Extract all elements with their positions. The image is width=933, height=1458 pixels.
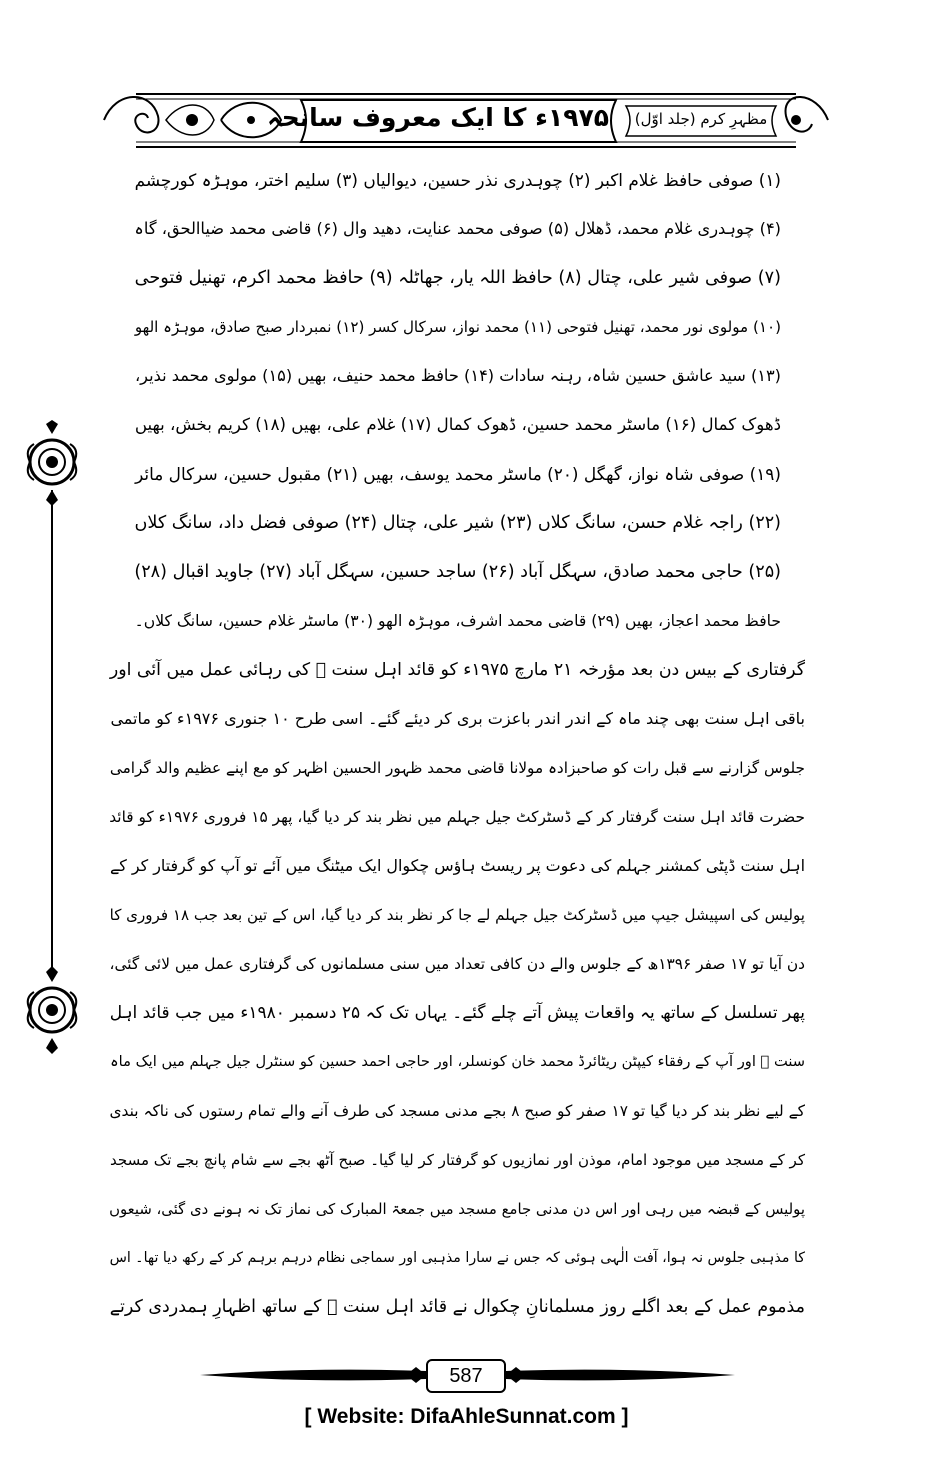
paragraph-line: کا مذہبی جلوس نہ ہوا، آفت الٰہی ہوئی کہ جس نے سارا مذہبی اور سماجی نظام درہم برہم کر کے رکھ دیا تھا۔ اس	[109, 1250, 805, 1266]
paragraph-line: پولیس کے قبضہ میں رہی اور اس دن مدنی جامع مسجد میں جمعۃ المبارک کی نماز تک نہ ہونے دی گئی، شیعوں	[109, 1200, 805, 1218]
paragraph-line: حضرت قائد اہل سنت گرفتار کر کے ڈسٹرکٹ جیل جہلم میں نظر بند کر دیا گیا، پھر ۱۵ فروری ۱۹۷۶ء کو قائد	[109, 808, 805, 826]
list-line: (۷) صوفی شیر علی، چتال (۸) حافظ اللہ یار، جھاٹلہ (۹) حافظ محمد اکرم، تھنیل فتوحی	[134, 268, 781, 288]
paragraph-line: دن آیا تو ۱۷ صفر ۱۳۹۶ھ کے جلوس والے دن کافی تعداد میں سنی مسلمانوں کی گرفتاری عمل میں لائی گئی،	[109, 955, 805, 973]
list-line: (۱۰) مولوی نور محمد، تھنیل فتوحی (۱۱) محمد نواز، سرکال کسر (۱۲) نمبردار صبح صادق، موہڑہ الھو	[134, 318, 781, 336]
page-number: 587	[426, 1359, 506, 1393]
paragraph-line: مذموم عمل کے بعد اگلے روز مسلمانانِ چکوال نے قائد اہل سنت ﷫ کے ساتھ اظہارِ ہمدردی کرتے	[109, 1297, 805, 1317]
paragraph-line: باقی اہل سنت بھی چند ماہ کے اندر اندر باعزت بری کر دیئے گئے۔ اسی طرح ۱۰ جنوری ۱۹۷۶ء کو ماتمی	[110, 709, 805, 728]
paragraph-line: کر کے مسجد میں موجود امام، موذن اور نمازیوں کو گرفتار کر لیا گیا۔ صبح آٹھ بجے سے شام پانچ بجے تک مسجد	[110, 1151, 805, 1169]
paragraph-line: کے لیے نظر بند کر دیا گیا تو ۱۷ صفر کو صبح ۸ بجے مدنی مسجد کی طرف آنے والے تمام رستوں کی ناکہ بندی	[109, 1102, 805, 1120]
paragraph-line: جلوس گزارنے سے قبل رات کو صاحبزادہ مولانا قاضی محمد ظہور الحسین اظہر کو مع اپنے عظیم والد گرامی	[109, 759, 805, 777]
list-line: حافظ محمد اعجاز، بھیں (۲۹) قاضی محمد اشرف، موہڑہ الھو (۳۰) ماسٹر غلام حسین، سانگ کلاں۔	[134, 612, 781, 630]
list-line: (۴) چوہدری غلام محمد، ڈھلال (۵) صوفی محمد عنایت، دھید وال (۶) قاضی محمد ضیاالحق، گاہ	[134, 219, 781, 238]
paragraph-line: پولیس کی اسپیشل جیپ میں ڈسٹرکٹ جیل جہلم لے جا کر نظر بند کر دیا گیا، اس کے تین بعد جب ۱۸ فروری کا	[109, 906, 805, 924]
paragraph-line: اہل سنت ڈپٹی کمشنر جہلم کی دعوت پر ریسٹ ہاؤس چکوال ایک میٹنگ میں آئے تو آپ کو گرفتار کر کے	[109, 856, 805, 875]
page-footer	[200, 1355, 735, 1395]
page-header	[96, 86, 836, 156]
book-title: مظہرِ کرم (جلد اوّل)	[634, 110, 768, 128]
filigree-ornament-icon	[28, 966, 77, 1054]
filigree-ornament-icon	[28, 420, 77, 506]
paragraph-line: گرفتاری کے بیس دن بعد مؤرخہ ۲۱ مارچ ۱۹۷۵ء کو قائد اہل سنت ﷫ کی رہائی عمل میں آئی اور	[109, 660, 805, 680]
list-line: (۱۹) صوفی شاہ نواز، گھگل (۲۰) ماسٹر محمد یوسف، بھیں (۲۱) مقبول حسین، سرکال مائر	[135, 464, 781, 484]
list-line: ڈھوک کمال (۱۶) ماسٹر محمد حسین، ڈھوک کمال (۱۷) غلام علی، بھیں (۱۸) کریم بخش، بھیں	[134, 415, 781, 434]
paragraph-line: پھر تسلسل کے ساتھ یہ واقعات پیش آتے چلے گئے۔ یہاں تک کہ ۲۵ دسمبر ۱۹۸۰ء میں جب قائد اہل	[109, 1003, 805, 1023]
list-line: (۱۳) سید عاشق حسین شاہ، رہنہ سادات (۱۴) حافظ محمد حنیف، بھیں (۱۵) مولوی محمد نذیر،	[134, 366, 781, 385]
list-line: (۱) صوفی حافظ غلام اکبر (۲) چوہدری نذر حسین، دیوالیاں (۳) سلیم اختر، موہڑہ کورچشم	[134, 170, 781, 190]
paragraph-line: سنت ﷫ اور آپ کے رفقاء کیپٹن ریٹائرڈ محمد خان کونسلر، اور حاجی احمد حسین کو سنٹرل جیل جہلم میں ایک ماہ	[110, 1053, 805, 1070]
website-credit: [ Website: DifaAhleSunnat.com ]	[304, 1405, 629, 1428]
chapter-title: ۱۹۷۵ء کا ایک معروف سانحہ	[267, 103, 609, 132]
list-line: (۲۲) راجہ غلام حسن، سانگ کلاں (۲۳) شیر علی، چتال (۲۴) صوفی فضل داد، سانگ کلاں	[134, 513, 781, 533]
margin-decoration	[22, 420, 82, 1060]
list-line: (۲۵) حاجی محمد صادق، سہگل آباد (۲۶) ساجد حسین، سہگل آباد (۲۷) جاوید اقبال (۲۸)	[134, 562, 781, 582]
